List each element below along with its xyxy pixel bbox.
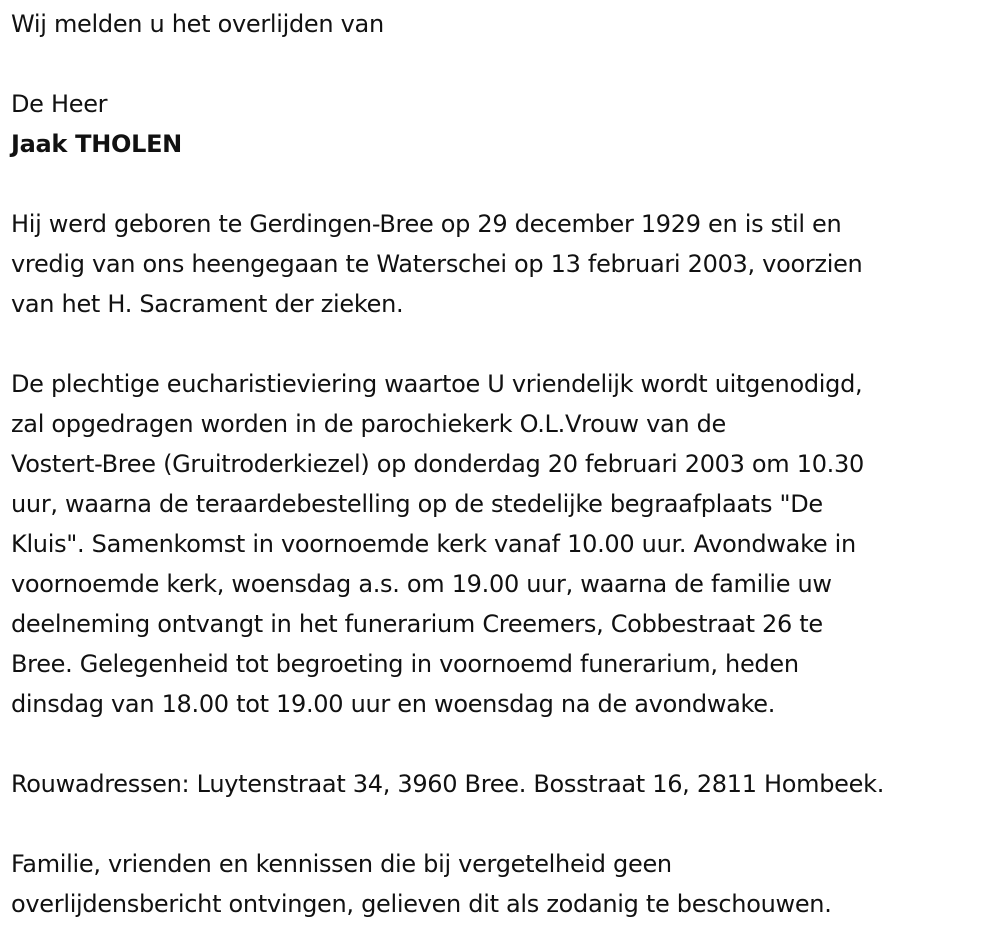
spacer — [11, 324, 996, 364]
spacer — [11, 804, 996, 844]
paragraph-line: Bree. Gelegenheid tot begroeting in voornoemd funerarium, heden — [11, 650, 799, 678]
mourning-addresses: Rouwadressen: Luytenstraat 34, 3960 Bree. Bosstraat 16, 2811 Hombeek. — [11, 770, 885, 798]
paragraph-line: dinsdag van 18.00 tot 19.00 uur en woensdag na de avondwake. — [11, 690, 776, 718]
closing-paragraph — [11, 844, 996, 924]
paragraph-line: overlijdensbericht ontvingen, gelieven dit als zodanig te beschouwen. — [11, 890, 832, 918]
spacer — [11, 164, 996, 204]
paragraph-line: uur, waarna de teraardebestelling op de stedelijke begraafplaats "De — [11, 490, 823, 518]
paragraph-line: Hij werd geboren te Gerdingen-Bree op 29 december 1929 en is stil en — [11, 210, 842, 238]
paragraph-line: Familie, vrienden en kennissen die bij vergetelheid geen — [11, 850, 672, 878]
paragraph-line: zal opgedragen worden in de parochiekerk O.L.Vrouw van de — [11, 410, 727, 438]
spacer — [11, 44, 996, 84]
paragraph-line: vredig van ons heengegaan te Waterschei op 13 februari 2003, voorzien — [11, 250, 863, 278]
intro-text: Wij melden u het overlijden van — [11, 10, 384, 38]
paragraph-line: Vostert-Bree (Gruitroderkiezel) op donderdag 20 februari 2003 om 10.30 — [11, 450, 864, 478]
paragraph-line: voornoemde kerk, woensdag a.s. om 19.00 uur, waarna de familie uw — [11, 570, 832, 598]
birth-death-paragraph — [11, 204, 996, 324]
paragraph-line: De plechtige eucharistieviering waartoe U vriendelijk wordt uitgenodigd, — [11, 370, 863, 398]
honorific: De Heer — [11, 90, 108, 118]
ceremony-paragraph — [11, 364, 996, 724]
paragraph-line: Kluis". Samenkomst in voornoemde kerk vanaf 10.00 uur. Avondwake in — [11, 530, 856, 558]
paragraph-line: van het H. Sacrament der zieken. — [11, 290, 404, 318]
paragraph-line: deelneming ontvangt in het funerarium Creemers, Cobbestraat 26 te — [11, 610, 823, 638]
death-notice — [11, 4, 996, 924]
spacer — [11, 724, 996, 764]
deceased-name: Jaak THOLEN — [11, 130, 182, 158]
